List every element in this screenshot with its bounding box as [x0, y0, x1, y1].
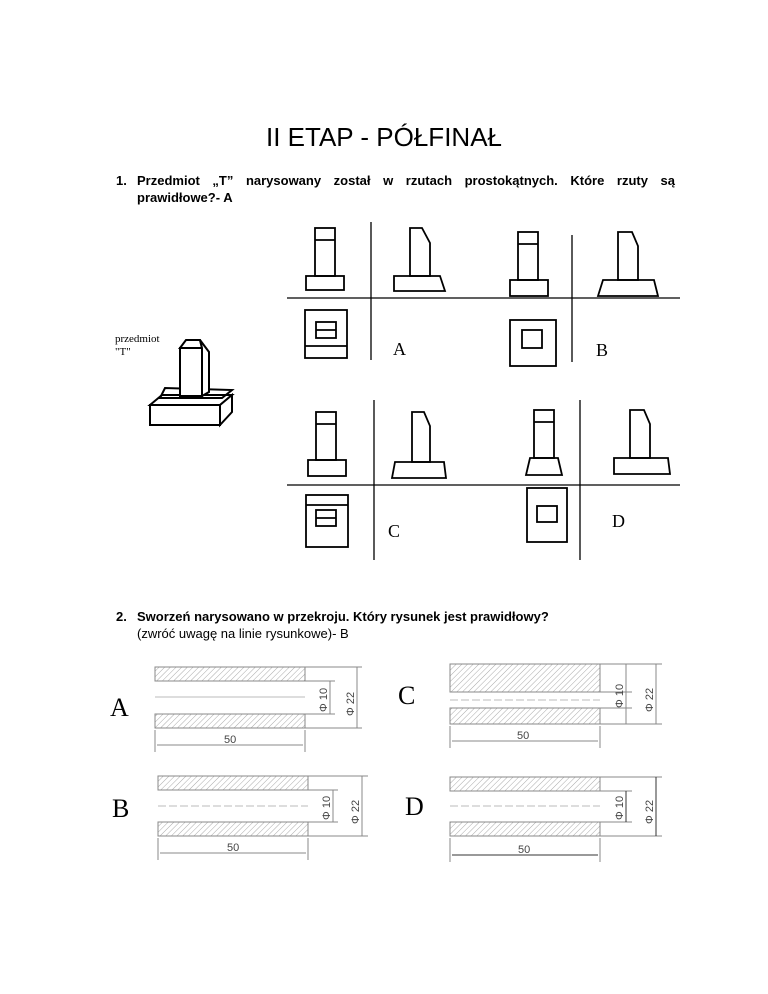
- question-2-text: Sworzeń narysowano w przekroju. Który rysunek jest prawidłowy?: [137, 609, 549, 624]
- q2-option-a-label: A: [110, 693, 129, 722]
- question-2-figure: [0, 650, 768, 880]
- option-c-section: [450, 664, 662, 748]
- page-title: II ETAP - PÓŁFINAŁ: [266, 122, 502, 152]
- object-label-2: "T": [115, 346, 131, 358]
- dim-length-a: 50: [224, 734, 237, 746]
- question-2-hint: (zwróć uwagę na linie rysunkowe)- B: [137, 626, 349, 641]
- option-d-views: [526, 410, 670, 542]
- q2-option-b-label: B: [112, 794, 130, 823]
- option-a-label: A: [393, 339, 406, 359]
- dim-length-b: 50: [227, 842, 240, 854]
- dim-length-d: 50: [518, 844, 531, 856]
- dim-d10-d: Φ 10: [614, 795, 626, 820]
- dim-d10-c: Φ 10: [614, 683, 626, 708]
- option-b-views: [510, 232, 658, 366]
- option-a-views: [305, 228, 445, 358]
- option-b-section: [158, 776, 368, 860]
- dim-d10-b: Φ 10: [321, 795, 333, 820]
- question-1-number: 1.: [116, 173, 127, 188]
- projection-axes-top: [287, 222, 680, 560]
- option-b-label: B: [596, 340, 609, 360]
- question-1-figure: [0, 210, 768, 570]
- question-2-number: 2.: [116, 609, 127, 624]
- q2-option-c-label: C: [398, 681, 416, 710]
- option-d-label: D: [612, 511, 625, 531]
- object-t-drawing: [150, 340, 232, 425]
- option-a-section: [155, 667, 362, 752]
- question-1-text: Przedmiot „T” narysowany został w rzutach prostokątnych. Które rzuty są prawidłowe?- A: [137, 173, 675, 205]
- dim-d10-a: Φ 10: [318, 687, 330, 712]
- option-c-views: [306, 412, 446, 547]
- option-d-section: [450, 777, 662, 862]
- dim-d22-d: Φ 22: [644, 799, 656, 824]
- dim-d22-a: Φ 22: [345, 691, 357, 716]
- dim-length-c: 50: [517, 730, 530, 742]
- object-label-1: przedmiot: [115, 333, 160, 345]
- dim-d22-c: Φ 22: [644, 687, 656, 712]
- option-c-label: C: [388, 521, 401, 541]
- q2-option-d-label: D: [405, 792, 424, 821]
- dim-d22-b: Φ 22: [350, 799, 362, 824]
